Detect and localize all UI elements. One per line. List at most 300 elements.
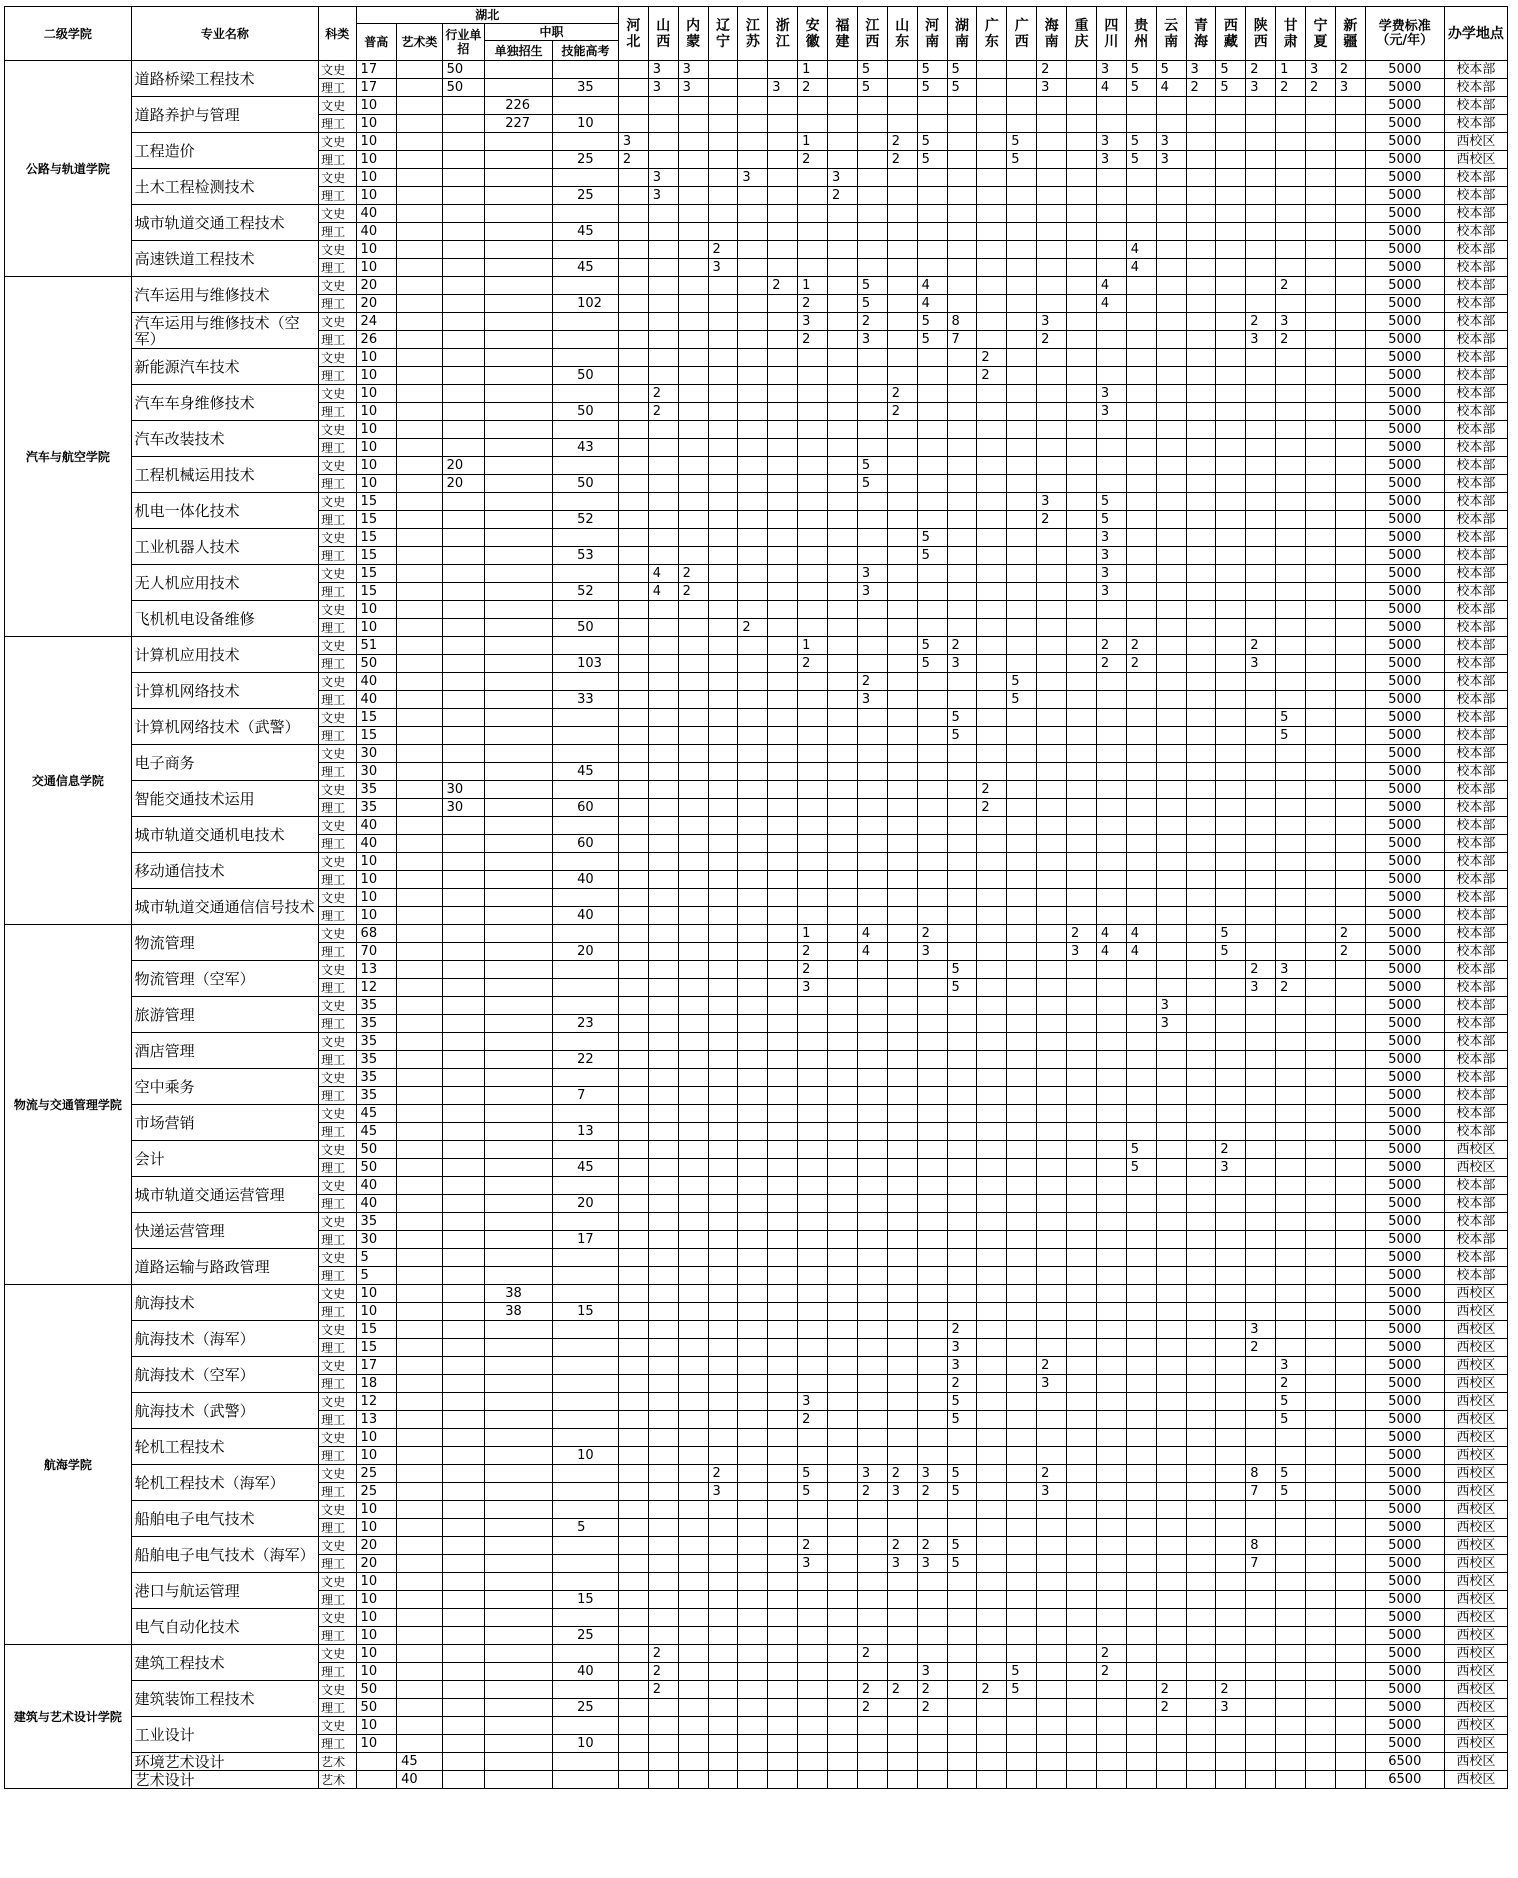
province-count xyxy=(1037,799,1067,817)
putong-count: 15 xyxy=(356,1321,397,1339)
province-count xyxy=(708,1069,738,1087)
province-count xyxy=(1007,799,1037,817)
industry-count xyxy=(442,727,485,745)
province-count xyxy=(1306,655,1336,673)
province-count xyxy=(648,331,678,349)
province-count xyxy=(1216,727,1246,745)
skill-count xyxy=(553,1429,619,1447)
province-count xyxy=(1306,889,1336,907)
province-count xyxy=(1216,151,1246,169)
province-count xyxy=(708,1321,738,1339)
province-count xyxy=(1037,1267,1067,1285)
province-count xyxy=(1246,1177,1276,1195)
province-count: 5 xyxy=(1126,1159,1156,1177)
art-count xyxy=(397,1357,443,1375)
province-count xyxy=(977,619,1007,637)
province-count xyxy=(1126,1051,1156,1069)
industry-count xyxy=(442,331,485,349)
province-count xyxy=(828,277,858,295)
province-count xyxy=(738,1033,768,1051)
location-cell: 校本部 xyxy=(1444,1249,1507,1267)
header-province: 河北 xyxy=(618,7,648,61)
province-count xyxy=(917,1573,947,1591)
province-count xyxy=(1216,1285,1246,1303)
province-count xyxy=(1007,1015,1037,1033)
province-count xyxy=(1096,115,1126,133)
province-count xyxy=(947,277,977,295)
skill-count xyxy=(553,529,619,547)
province-count xyxy=(618,1303,648,1321)
province-count xyxy=(1156,1159,1186,1177)
province-count xyxy=(887,781,917,799)
province-count xyxy=(1216,1663,1246,1681)
province-count xyxy=(1306,1105,1336,1123)
location-cell: 校本部 xyxy=(1444,385,1507,403)
province-count xyxy=(738,1609,768,1627)
province-count xyxy=(917,385,947,403)
province-count xyxy=(947,349,977,367)
province-count xyxy=(887,1411,917,1429)
province-count: 2 xyxy=(1037,1465,1067,1483)
province-count: 4 xyxy=(857,943,887,961)
major-name: 船舶电子电气技术（海军） xyxy=(131,1537,318,1573)
province-count xyxy=(1306,367,1336,385)
province-count xyxy=(648,961,678,979)
province-count xyxy=(1186,511,1216,529)
province-count xyxy=(768,439,798,457)
province-count xyxy=(1156,1411,1186,1429)
art-count xyxy=(397,61,443,79)
province-count xyxy=(648,835,678,853)
province-count xyxy=(678,1249,708,1267)
province-count xyxy=(648,313,678,331)
province-count xyxy=(828,1051,858,1069)
track-cell: 文史 xyxy=(319,1465,356,1483)
province-count xyxy=(1306,1393,1336,1411)
province-count xyxy=(857,1105,887,1123)
province-count xyxy=(977,1411,1007,1429)
province-count xyxy=(798,1573,828,1591)
province-count xyxy=(1067,1087,1097,1105)
province-count: 2 xyxy=(708,1465,738,1483)
fee-cell: 5000 xyxy=(1365,1627,1444,1645)
province-count xyxy=(1067,259,1097,277)
province-count xyxy=(947,1069,977,1087)
province-count xyxy=(1096,817,1126,835)
province-count xyxy=(828,1537,858,1555)
province-count xyxy=(1335,205,1365,223)
table-row xyxy=(5,97,1508,115)
province-count xyxy=(1037,943,1067,961)
header-single: 单独招生 xyxy=(485,41,553,61)
industry-count xyxy=(442,943,485,961)
skill-count xyxy=(553,1249,619,1267)
province-count xyxy=(768,1231,798,1249)
province-count: 5 xyxy=(947,79,977,97)
art-count xyxy=(397,1015,443,1033)
province-count xyxy=(1067,1159,1097,1177)
industry-count xyxy=(442,133,485,151)
province-count xyxy=(1096,619,1126,637)
province-count: 5 xyxy=(917,547,947,565)
putong-count: 68 xyxy=(356,925,397,943)
province-count xyxy=(648,511,678,529)
province-count xyxy=(1037,961,1067,979)
province-count xyxy=(887,1087,917,1105)
province-count xyxy=(708,979,738,997)
province-count xyxy=(1306,493,1336,511)
province-count xyxy=(1276,1591,1306,1609)
province-count xyxy=(708,1717,738,1735)
province-count xyxy=(1216,1339,1246,1357)
industry-count xyxy=(442,223,485,241)
header-province: 江西 xyxy=(857,7,887,61)
header-province: 四川 xyxy=(1096,7,1126,61)
province-count xyxy=(1186,1591,1216,1609)
province-count xyxy=(887,1663,917,1681)
province-count: 3 xyxy=(1276,313,1306,331)
province-count xyxy=(1246,1303,1276,1321)
location-cell: 西校区 xyxy=(1444,1645,1507,1663)
putong-count xyxy=(356,1753,397,1771)
province-count xyxy=(947,1087,977,1105)
province-count xyxy=(1246,241,1276,259)
province-count xyxy=(648,1627,678,1645)
major-name: 汽车车身维修技术 xyxy=(131,385,318,421)
skill-count xyxy=(553,1177,619,1195)
province-count xyxy=(917,781,947,799)
province-count xyxy=(1186,853,1216,871)
putong-count: 25 xyxy=(356,1483,397,1501)
province-count xyxy=(798,1771,828,1789)
province-count xyxy=(1007,79,1037,97)
art-count xyxy=(397,367,443,385)
province-count xyxy=(1186,925,1216,943)
province-count xyxy=(708,1519,738,1537)
province-count xyxy=(1276,1627,1306,1645)
province-count xyxy=(1156,1213,1186,1231)
single-count xyxy=(485,1357,553,1375)
province-count xyxy=(798,1141,828,1159)
province-count: 5 xyxy=(917,151,947,169)
single-count xyxy=(485,1609,553,1627)
province-count xyxy=(678,1159,708,1177)
industry-count xyxy=(442,1681,485,1699)
province-count xyxy=(1276,367,1306,385)
province-count xyxy=(1007,1393,1037,1411)
province-count xyxy=(857,1753,887,1771)
province-count xyxy=(947,403,977,421)
province-count xyxy=(738,1339,768,1357)
province-count xyxy=(1335,907,1365,925)
industry-count xyxy=(442,1303,485,1321)
province-count xyxy=(738,817,768,835)
province-count xyxy=(768,1753,798,1771)
putong-count: 10 xyxy=(356,169,397,187)
province-count xyxy=(887,1213,917,1231)
fee-cell: 5000 xyxy=(1365,835,1444,853)
track-cell: 理工 xyxy=(319,1555,356,1573)
province-count xyxy=(977,187,1007,205)
single-count xyxy=(485,1375,553,1393)
location-cell: 校本部 xyxy=(1444,763,1507,781)
province-count xyxy=(1067,565,1097,583)
province-count xyxy=(648,223,678,241)
province-count xyxy=(1067,79,1097,97)
province-count xyxy=(917,871,947,889)
province-count xyxy=(1276,835,1306,853)
location-cell: 西校区 xyxy=(1444,1591,1507,1609)
province-count xyxy=(977,727,1007,745)
province-count xyxy=(1216,457,1246,475)
province-count xyxy=(1276,853,1306,871)
province-count xyxy=(708,637,738,655)
location-cell: 校本部 xyxy=(1444,277,1507,295)
location-cell: 校本部 xyxy=(1444,187,1507,205)
province-count xyxy=(618,187,648,205)
province-count xyxy=(768,709,798,727)
province-count xyxy=(1246,871,1276,889)
province-count xyxy=(1096,475,1126,493)
province-count xyxy=(648,421,678,439)
province-count xyxy=(857,1159,887,1177)
table-row xyxy=(5,529,1508,547)
province-count xyxy=(738,1159,768,1177)
province-count xyxy=(1276,889,1306,907)
table-row xyxy=(5,457,1508,475)
major-name: 建筑装饰工程技术 xyxy=(131,1681,318,1717)
province-count xyxy=(648,277,678,295)
province-count xyxy=(857,1141,887,1159)
province-count xyxy=(917,1285,947,1303)
province-count xyxy=(1156,493,1186,511)
province-count xyxy=(1306,601,1336,619)
province-count xyxy=(917,799,947,817)
art-count xyxy=(397,1375,443,1393)
province-count xyxy=(1216,1771,1246,1789)
province-count: 2 xyxy=(887,1465,917,1483)
province-count xyxy=(708,565,738,583)
province-count xyxy=(1186,439,1216,457)
province-count xyxy=(1007,1159,1037,1177)
major-name: 城市轨道交通工程技术 xyxy=(131,205,318,241)
province-count xyxy=(1186,385,1216,403)
location-cell: 校本部 xyxy=(1444,547,1507,565)
province-count xyxy=(1126,1069,1156,1087)
province-count xyxy=(648,1177,678,1195)
header-province: 新疆 xyxy=(1335,7,1365,61)
track-cell: 文史 xyxy=(319,961,356,979)
province-count xyxy=(1156,745,1186,763)
province-count: 3 xyxy=(1246,331,1276,349)
province-count xyxy=(738,313,768,331)
province-count xyxy=(738,1213,768,1231)
province-count xyxy=(1037,1393,1067,1411)
province-count xyxy=(1276,907,1306,925)
province-count xyxy=(618,529,648,547)
province-count xyxy=(798,97,828,115)
single-count xyxy=(485,817,553,835)
province-count xyxy=(1276,619,1306,637)
province-count xyxy=(1096,835,1126,853)
province-count xyxy=(678,1429,708,1447)
skill-count: 20 xyxy=(553,943,619,961)
province-count xyxy=(977,1375,1007,1393)
fee-cell: 5000 xyxy=(1365,439,1444,457)
province-count: 5 xyxy=(1216,61,1246,79)
province-count xyxy=(1216,1033,1246,1051)
province-count xyxy=(977,691,1007,709)
province-count xyxy=(1096,1447,1126,1465)
province-count xyxy=(768,1105,798,1123)
province-count: 2 xyxy=(798,151,828,169)
province-count xyxy=(1126,1699,1156,1717)
province-count xyxy=(1037,601,1067,619)
track-cell: 文史 xyxy=(319,493,356,511)
province-count xyxy=(648,439,678,457)
province-count xyxy=(947,1429,977,1447)
province-count: 2 xyxy=(1186,79,1216,97)
province-count xyxy=(1276,565,1306,583)
province-count xyxy=(1037,691,1067,709)
province-count xyxy=(1156,601,1186,619)
province-count xyxy=(618,1645,648,1663)
province-count xyxy=(857,601,887,619)
province-count xyxy=(857,1303,887,1321)
major-name: 高速铁道工程技术 xyxy=(131,241,318,277)
industry-count xyxy=(442,1087,485,1105)
province-count xyxy=(678,997,708,1015)
putong-count: 40 xyxy=(356,205,397,223)
province-count xyxy=(618,583,648,601)
province-count xyxy=(1186,781,1216,799)
major-name: 航海技术（空军） xyxy=(131,1357,318,1393)
province-count xyxy=(1186,421,1216,439)
skill-count: 102 xyxy=(553,295,619,313)
province-count xyxy=(1037,547,1067,565)
fee-cell: 5000 xyxy=(1365,1375,1444,1393)
province-count: 4 xyxy=(648,565,678,583)
college-name: 汽车与航空学院 xyxy=(5,277,132,637)
province-count xyxy=(648,133,678,151)
province-count xyxy=(1156,385,1186,403)
skill-count: 10 xyxy=(553,1735,619,1753)
province-count xyxy=(648,1429,678,1447)
art-count xyxy=(397,1465,443,1483)
location-cell: 西校区 xyxy=(1444,1429,1507,1447)
industry-count xyxy=(442,1465,485,1483)
province-count xyxy=(947,997,977,1015)
art-count xyxy=(397,1735,443,1753)
single-count xyxy=(485,1231,553,1249)
province-count xyxy=(798,493,828,511)
province-count xyxy=(1067,1105,1097,1123)
province-count xyxy=(828,1141,858,1159)
putong-count: 24 xyxy=(356,313,397,331)
province-count xyxy=(1007,187,1037,205)
province-count xyxy=(798,1663,828,1681)
province-count xyxy=(618,1267,648,1285)
province-count xyxy=(887,979,917,997)
province-count xyxy=(618,1501,648,1519)
province-count xyxy=(1007,1465,1037,1483)
province-count xyxy=(1335,187,1365,205)
province-count xyxy=(768,115,798,133)
province-count xyxy=(1186,1771,1216,1789)
putong-count: 50 xyxy=(356,1699,397,1717)
track-cell: 理工 xyxy=(319,1051,356,1069)
single-count xyxy=(485,1393,553,1411)
province-count xyxy=(1335,709,1365,727)
province-count xyxy=(798,1321,828,1339)
major-name: 计算机应用技术 xyxy=(131,637,318,673)
industry-count xyxy=(442,871,485,889)
province-count xyxy=(977,925,1007,943)
skill-count xyxy=(553,745,619,763)
province-count xyxy=(1007,421,1037,439)
art-count xyxy=(397,223,443,241)
province-count xyxy=(857,1537,887,1555)
province-count xyxy=(1156,1069,1186,1087)
province-count xyxy=(1067,1609,1097,1627)
province-count: 5 xyxy=(1007,673,1037,691)
province-count xyxy=(947,1123,977,1141)
province-count xyxy=(1186,1015,1216,1033)
province-count xyxy=(618,1411,648,1429)
track-cell: 文史 xyxy=(319,457,356,475)
province-count xyxy=(798,1519,828,1537)
province-count xyxy=(1216,1375,1246,1393)
skill-count: 35 xyxy=(553,79,619,97)
province-count xyxy=(917,817,947,835)
province-count xyxy=(798,673,828,691)
skill-count: 50 xyxy=(553,367,619,385)
putong-count: 10 xyxy=(356,133,397,151)
province-count xyxy=(947,241,977,259)
province-count: 3 xyxy=(1096,547,1126,565)
province-count xyxy=(947,853,977,871)
province-count xyxy=(798,727,828,745)
single-count xyxy=(485,1033,553,1051)
province-count xyxy=(977,1771,1007,1789)
industry-count xyxy=(442,529,485,547)
province-count xyxy=(648,853,678,871)
province-count xyxy=(947,1717,977,1735)
province-count xyxy=(768,1393,798,1411)
province-count: 4 xyxy=(1126,925,1156,943)
province-count xyxy=(648,1483,678,1501)
single-count xyxy=(485,1087,553,1105)
major-name: 汽车运用与维修技术（空军） xyxy=(131,313,318,349)
province-count xyxy=(1306,403,1336,421)
province-count xyxy=(618,1609,648,1627)
province-count xyxy=(828,943,858,961)
province-count xyxy=(977,943,1007,961)
province-count xyxy=(887,1195,917,1213)
industry-count xyxy=(442,1105,485,1123)
province-count xyxy=(1335,151,1365,169)
province-count xyxy=(1246,1087,1276,1105)
skill-count xyxy=(553,331,619,349)
location-cell: 校本部 xyxy=(1444,727,1507,745)
province-count xyxy=(1007,817,1037,835)
province-count xyxy=(1335,331,1365,349)
fee-cell: 5000 xyxy=(1365,1141,1444,1159)
province-count xyxy=(708,403,738,421)
province-count xyxy=(1126,619,1156,637)
province-count xyxy=(798,1159,828,1177)
province-count xyxy=(738,475,768,493)
